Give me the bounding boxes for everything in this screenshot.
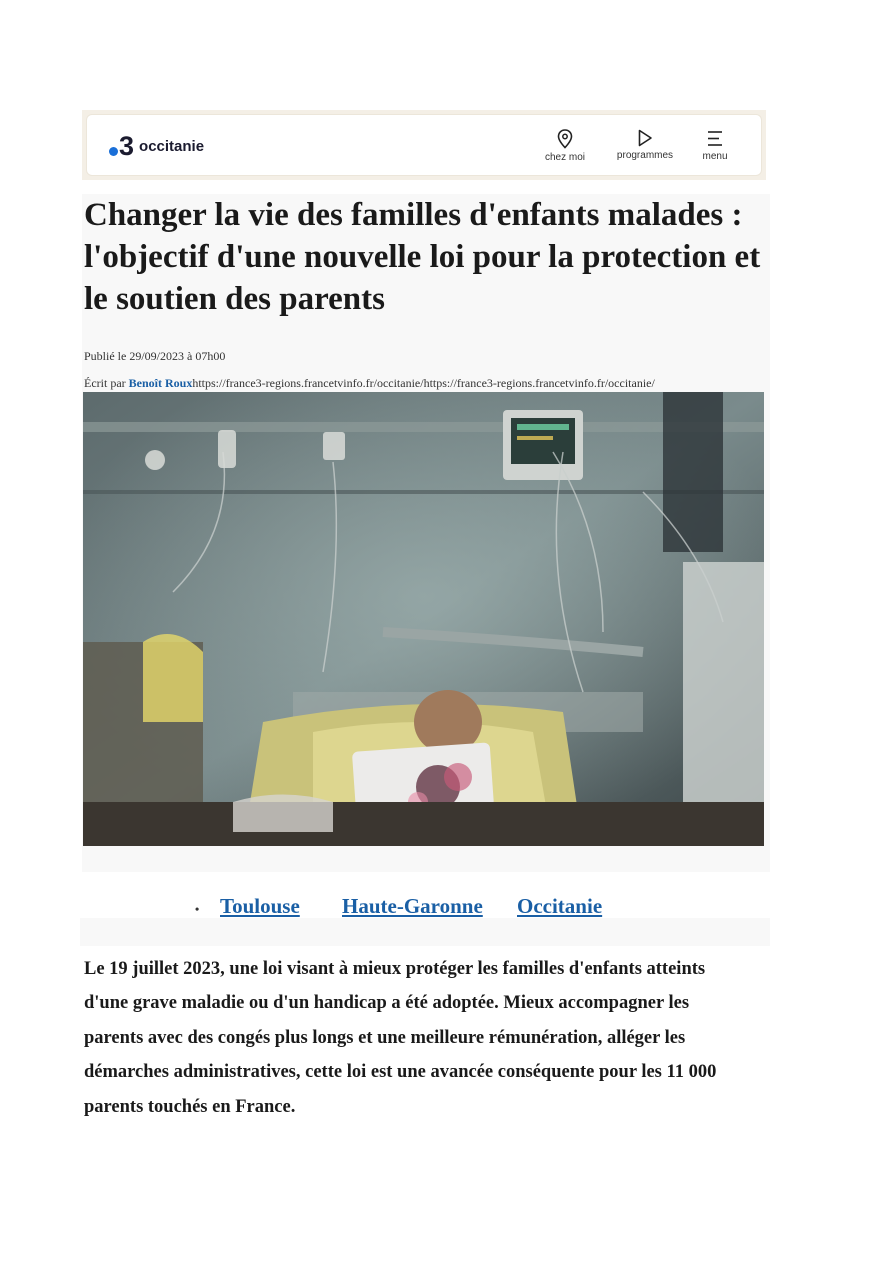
hamburger-menu-icon	[706, 129, 724, 148]
nav-menu-button[interactable]	[683, 129, 747, 162]
byline	[84, 376, 655, 391]
article-photo	[83, 392, 764, 846]
article-title: Changer la vie des familles d'enfants malades : l'objectif d'une nouvelle loi pour la protection et le soutien des parents	[84, 197, 761, 317]
tags-band	[80, 918, 770, 946]
article-lead: Le 19 juillet 2023, une loi visant à mieux protéger les familles d'enfants atteints d'une grave maladie ou d'un handicap a été adoptée. Mieux accompagner les parents avec des congés plus longs et une meilleure rémunération, alléger les démarches administratives, cette loi est une avancée conséquente pour les 11 000 parents touchés en France.	[84, 959, 717, 1117]
nav-programmes-label: programmes	[616, 150, 674, 161]
byline-prefix: Écrit par	[84, 376, 129, 390]
nav-chez-moi-label: chez moi	[544, 152, 585, 163]
tag-occitanie[interactable]: Occitanie	[517, 894, 603, 918]
nav-chez-moi-button[interactable]	[533, 129, 597, 163]
byline-urls: https://france3-regions.francetvinfo.fr/occitanie/https://france3-regions.francetvinfo.fr/occitanie/	[192, 376, 655, 390]
tag-haute-garonne[interactable]: Haute-Garonne	[342, 894, 483, 918]
logo-dot	[109, 147, 118, 156]
author-link[interactable]: Benoît Roux	[128, 376, 193, 390]
publication-date: Publié le 29/09/2023 à 07h00	[84, 349, 226, 363]
france3-occitanie-logo[interactable]	[109, 133, 204, 160]
tag-toulouse[interactable]: Toulouse	[220, 894, 300, 918]
play-icon	[637, 129, 653, 147]
hospital-room-photo	[83, 392, 764, 846]
nav-programmes-button[interactable]	[613, 129, 677, 161]
logo-number: 3	[119, 131, 135, 161]
article-header	[82, 194, 770, 872]
location-pin-icon	[557, 129, 573, 149]
list-bullet: •	[195, 902, 200, 916]
site-header	[82, 110, 766, 180]
header-bar	[86, 114, 762, 176]
nav-menu-label: menu	[702, 151, 728, 162]
logo-name: occitanie	[139, 138, 205, 155]
